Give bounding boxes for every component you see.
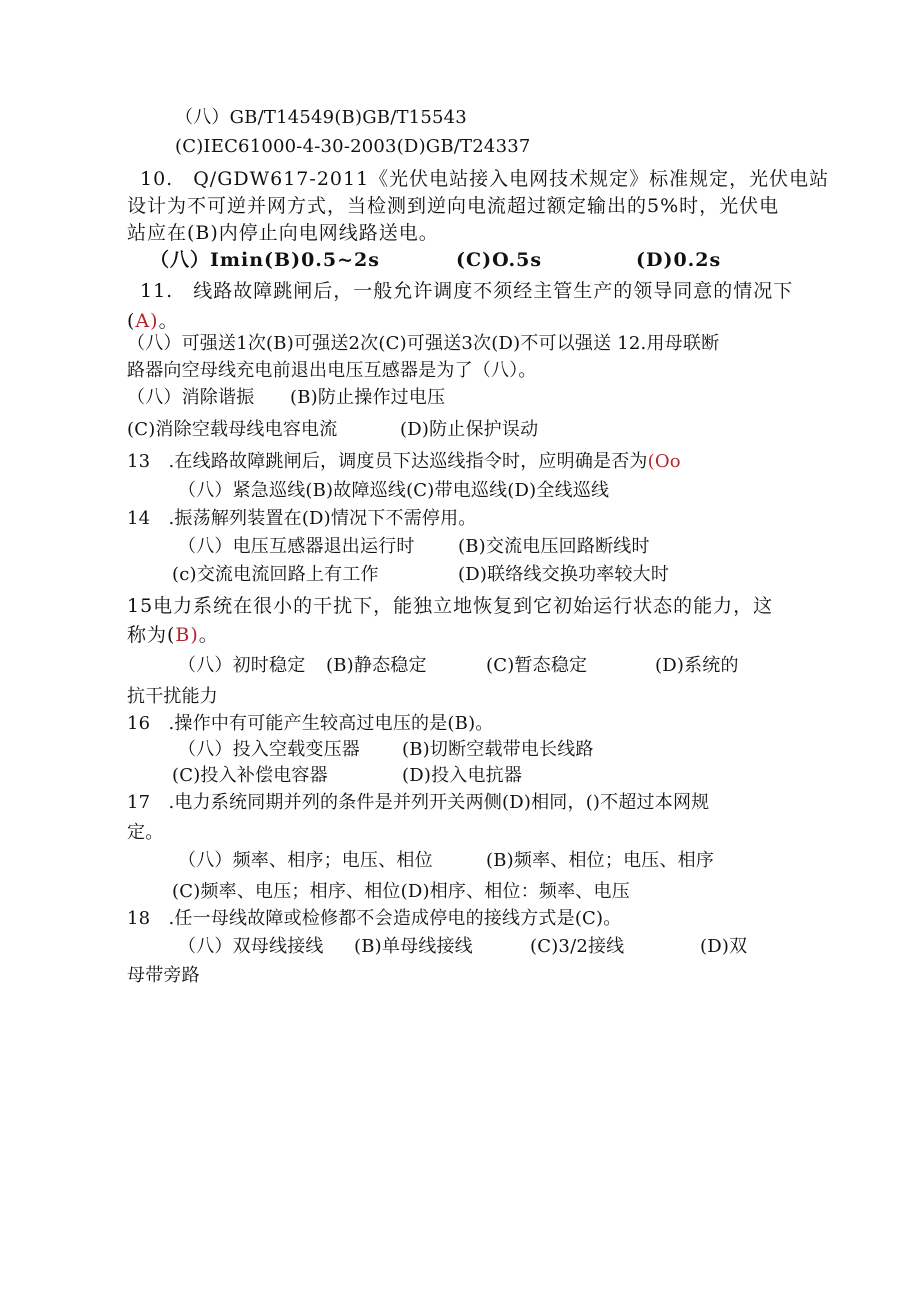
q10-option-c: (C)O.5s bbox=[456, 249, 543, 271]
q10-option-a: （八）Imin bbox=[150, 249, 265, 271]
q15-option-d: (D)系统的 bbox=[655, 655, 739, 676]
q14-option-b: (B)交流电压回路断线时 bbox=[458, 536, 650, 557]
q16-option-a: （八）投入空载变压器 bbox=[178, 739, 360, 760]
q10-option-b: (B)0.5~2s bbox=[264, 249, 380, 271]
q11-answer-mark: A) bbox=[135, 310, 159, 332]
q10-stem-line3: 站应在(B)内停止向电网线路送电。 bbox=[127, 222, 439, 244]
q17-stem-line1: 17 .电力系统同期并列的条件是并列开关两侧(D)相同，()不超过本网规 bbox=[127, 792, 710, 813]
q12-option-a: （八）消除谐振 bbox=[127, 387, 255, 408]
q16-option-b: (B)切断空载带电长线路 bbox=[402, 739, 594, 760]
q11-stem-line1: 11. 线路故障跳闸后，一般允许调度不须经主管生产的领导同意的情况下 bbox=[140, 280, 794, 302]
q12-option-d: (D)防止保护误动 bbox=[400, 419, 539, 440]
q9-options-ab: （八）GB/T14549(B)GB/T15543 bbox=[175, 107, 467, 128]
q17-option-b: (B)频率、相位；电压、相序 bbox=[486, 850, 715, 871]
q11-answer-end: 。 bbox=[158, 310, 179, 332]
q15-answer-end: 。 bbox=[198, 624, 219, 646]
q14-option-c: (c)交流电流回路上有工作 bbox=[172, 564, 379, 585]
q17-stem-line2: 定。 bbox=[127, 822, 164, 843]
q15-option-a: （八）初时稳定 bbox=[178, 655, 306, 676]
q15-stem-line1: 15电力系统在很小的干扰下，能独立地恢复到它初始运行状态的能力，这 bbox=[127, 595, 774, 617]
q18-option-a: （八）双母线接线 bbox=[178, 936, 324, 957]
q10-stem-line1: 10. Q/GDW617-2011《光伏电站接入电网技术规定》标准规定，光伏电站 bbox=[140, 168, 830, 190]
q15-stem-line2 bbox=[127, 623, 219, 647]
q13-answer-mark: (Oo bbox=[647, 451, 681, 472]
q18-option-c: (C)3/2接线 bbox=[530, 936, 625, 957]
q17-option-a: （八）频率、相序；电压、相位 bbox=[178, 850, 433, 871]
q12-stem: 路器向空母线充电前退出电压互感器是为了（八）。 bbox=[127, 360, 537, 381]
q17-options-cd: (C)频率、电压；相序、相位(D)相序、相位：频率、电压 bbox=[172, 881, 630, 902]
q18-option-b: (B)单母线接线 bbox=[354, 936, 473, 957]
q16-option-d: (D)投入电抗器 bbox=[402, 765, 523, 786]
q14-option-d: (D)联络线交换功率较大时 bbox=[458, 564, 670, 585]
q16-option-c: (C)投入补偿电容器 bbox=[172, 765, 328, 786]
q14-option-a: （八）电压互感器退出运行时 bbox=[178, 536, 415, 557]
q11-stem-line2 bbox=[127, 309, 179, 333]
q13-stem-text: 13 .在线路故障跳闸后，调度员下达巡线指令时，应明确是否为 bbox=[127, 451, 648, 472]
q18-option-d: (D)双 bbox=[700, 936, 748, 957]
q12-option-b: (B)防止操作过电压 bbox=[290, 387, 446, 408]
q11-options-line: （八）可强送1次(B)可强送2次(C)可强送3次(D)不可以强送 12.用母联断 bbox=[127, 333, 720, 354]
q11-answer-open: ( bbox=[127, 310, 136, 332]
q12-option-c: (C)消除空载母线电容电流 bbox=[127, 419, 338, 440]
q13-options-line: （八）紧急巡线(B)故障巡线(C)带电巡线(D)全线巡线 bbox=[178, 480, 610, 501]
q15-option-b: (B)静态稳定 bbox=[326, 655, 427, 676]
q16-stem: 16 .操作中有可能产生较高过电压的是(B)。 bbox=[127, 713, 494, 734]
q10-stem-line2: 设计为不可逆并网方式，当检测到逆向电流超过额定输出的5%时，光伏电 bbox=[127, 195, 780, 217]
q10-option-d: (D)0.2s bbox=[636, 249, 722, 271]
q13-stem bbox=[127, 450, 681, 474]
q15-answer-mark: B) bbox=[175, 624, 199, 646]
q10-options bbox=[150, 248, 380, 272]
q18-stem: 18 .任一母线故障或检修都不会造成停电的接线方式是(C)。 bbox=[127, 908, 622, 929]
q15-stem-prefix: 称为( bbox=[127, 624, 176, 646]
q9-options-cd: (C)IEC61000-4-30-2003(D)GB/T24337 bbox=[175, 136, 531, 157]
q14-stem: 14 .振荡解列装置在(D)情况下不需停用。 bbox=[127, 508, 477, 529]
q18-option-d-continued: 母带旁路 bbox=[127, 965, 200, 986]
q15-option-c: (C)暂态稳定 bbox=[486, 655, 588, 676]
q15-option-d-continued: 抗干扰能力 bbox=[127, 686, 218, 707]
